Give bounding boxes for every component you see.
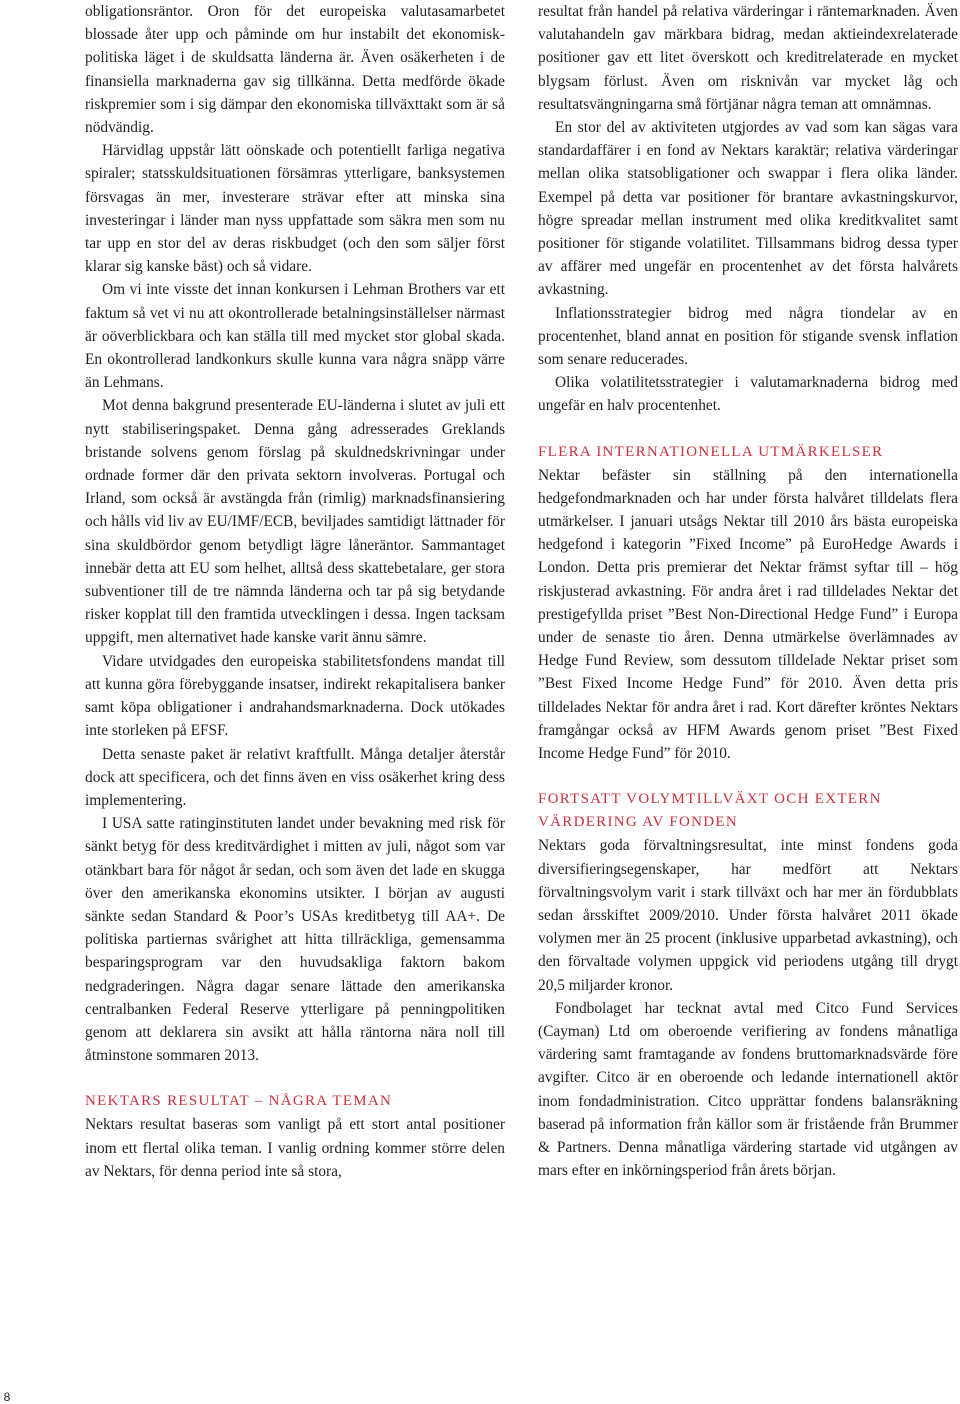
right-column: [538, 0, 958, 1182]
paragraph: Fondbolaget har tecknat avtal med Citco Fund Services (Cayman) Ltd om oberoende verifiering av fondens månatliga värdering samt framtagande av fondens bruttomarknadsvärde före avgifter. Citco är en oberoende och ledande internationell aktör inom fondadministration. Citco upprättar fondens balansräkning baserad på information från källor som är fristående från Brummer & Partners. Denna månatliga värdering startade vid utgången av mars efter en inkörningsperiod från årets början.: [538, 999, 958, 1180]
paragraph: resultat från handel på relativa värderingar i räntemarknaden. Även valutahandeln gav märkbara bidrag, medan aktieindexrelaterade positioner gav ett litet överskott och kreditrelaterade en mycket blygsam förlust. Även om risknivån var mycket låg och resultatsvängningarna små förtjänar några teman att omnämnas.: [538, 3, 958, 113]
paragraph: Detta senaste paket är relativt kraftfullt. Många detaljer återstår dock att specificera, och det finns även en viss osäkerhet kring dess implementering.: [85, 745, 505, 809]
spacer: [538, 418, 958, 441]
paragraph: Nektar befäster sin ställning på den internationella hedgefondmarknaden och har under första halvåret tilldelats flera utmärkelser. I januari utsågs Nektar till 2010 års bästa europeiska hedgefond i kategorin ”Fixed Income” på EuroHedge Awards i London. Detta pris premierar det Nektar främst syftar till – hög riskjusterad avkastning. För andra året i rad tilldelades Nektar det prestigefyllda priset ”Best Non-Directional Hedge Fund” i Europa under de senaste tio åren. Denna utmärkelse överlämnades av Hedge Fund Review, som dessutom tilldelade Nektar priset som ”Best Fixed Income Hedge Fund” för 2010. Även detta pris tilldelades Nektar för andra året i rad. Kort därefter kröntes Nektars framgångar också av HFM Awards genom priset ”Best Fixed Income Hedge Fund” för 2010.: [538, 466, 958, 763]
paragraph: Härvidlag uppstår lätt oönskade och potentiellt farliga negativa spiraler; statsskuldsituationen försämras ytterligare, banksystemen försvagas än mer, investerare strävar efter att minska sina investeringar i länder man nyss uppfattade som säkra men som nu tar upp en stor del av deras riskbudget (och den som säljer först klarar sig kanske bäst) och så vidare.: [85, 142, 505, 276]
paragraph: Nektars goda förvaltningsresultat, inte minst fondens goda diversifieringsegenskaper, har medfört att Nektars förvaltningsvolym varit i stark tillväxt och har mer än fördubblats sedan årsskiftet 2009/2010. Under första halvåret 2011 ökade volymen mer än 25 procent (inklusive upparbetad avkastning), och den förvaltade volymen uppgick vid periodens utgång till drygt 20,5 miljarder kronor.: [538, 837, 958, 994]
spacer: [85, 1067, 505, 1090]
section-heading-line-2: VÄRDERING AV FONDEN: [538, 814, 738, 831]
paragraph: Vidare utvidgades den europeiska stabilitetsfondens mandat till att kunna göra förebyggande insatser, indirekt rekapitalisera banker samt köpa obligationer i andrahandsmarknaderna. Dock utökades inte storleken på EFSF.: [85, 652, 505, 740]
page-number: 8: [3, 1390, 11, 1404]
paragraph: Mot denna bakgrund presenterade EU-länderna i slutet av juli ett nytt stabiliseringspaket. Denna gång adresserades Greklands bristande solvens genom förslag på skuldnedskrivningar under ordnade former där den privata sektorn involveras. Portugal och Irland, som också är avstängda från (rimlig) marknadsfinansiering och hålls vid liv av EU/IMF/ECB, beviljades samtidigt lättnader för sina skuldbördor genom betydligt lägre låneräntor. Sammantaget innebär detta att EU som helhet, alltså dess skattebetalare, ger stora subventioner till de tre nämnda länderna och tar på sig betydande risker kopplat till den framtida utvecklingen i dessa. Ingen tacksam uppgift, men alternativet hade kanske varit ännu sämre.: [85, 397, 505, 647]
paragraph: Olika volatilitetsstrategier i valutamarknaderna bidrog med ungefär en halv procentenhet.: [538, 374, 958, 415]
section-heading-line-1: FORTSATT VOLYMTILLVÄXT OCH EXTERN: [538, 791, 882, 808]
paragraph: Nektars resultat baseras som vanligt på ett stort antal positioner inom ett flertal olika teman. I vanlig ordning kommer större delen av Nektars, för denna period inte så stora,: [85, 1116, 505, 1180]
section-heading: NEKTARS RESULTAT – NÅGRA TEMAN: [85, 1093, 393, 1110]
spacer: [538, 765, 958, 788]
section-heading: FLERA INTERNATIONELLA UTMÄRKELSER: [538, 443, 884, 460]
paragraph: I USA satte ratinginstituten landet under bevakning med risk för sänkt betyg för dess kreditvärdighet i mitten av juli, något som var otänkbart bara för något år sedan, och som även det lade en skugga över den amerikanska ekonomins utsikter. I början av augusti sänkte sedan Standard & Poor’s USAs kreditbetyg till AA+. De politiska partiernas svårighet att hitta tillräckliga, gemensamma besparingsprogram var den huvudsakliga faktorn bakom nedgraderingen. Några dagar senare lättade den amerikanska centralbanken Federal Reserve ytterligare på penningpolitiken genom att deklarera sin avsikt att hålla räntorna nära noll till åtminstone sommaren 2013.: [85, 815, 505, 1065]
paragraph: obligationsräntor. Oron för det europeiska valutasamarbetet blossade åter upp och påminde om hur instabilt det ekonomisk-politiska läget i de skuldsatta länderna är. Även osäkerheten i de finansiella marknaderna gav sig tillkänna. Detta medförde ökade riskpremier som i sig dämpar den ekonomiska tillväxttakt som är så nödvändig.: [85, 3, 505, 137]
left-column: [85, 0, 505, 1183]
section-heading: [538, 788, 958, 834]
paragraph: Om vi inte visste det innan konkursen i Lehman Brothers var ett faktum så vet vi nu att okontrollerade betalningsinställelser närmast är oöverblickbara och kan ställa till med mycket stor global skada. En okontrollerad landkonkurs skulle kunna vara några snäpp värre än Lehmans.: [85, 281, 505, 392]
paragraph: Inflationsstrategier bidrog med några tiondelar av en procentenhet, bland annat en position för stigande svensk inflation som senare reducerades.: [538, 304, 958, 369]
paragraph: En stor del av aktiviteten utgjordes av vad som kan sägas vara standardaffärer i en fond av Nektars karaktär; relativa värderingar mellan olika statsobligationer och swappar i flera olika länder. Exempel på detta var positioner för brantare avkastningskurvor, högre spreadar mellan instrument med olika kreditkvalitet samt positioner för stigande volatilitet. Tillsammans bidrog dessa typer av affärer med ungefär en procentenhet av det första halvårets avkastning.: [538, 119, 958, 299]
